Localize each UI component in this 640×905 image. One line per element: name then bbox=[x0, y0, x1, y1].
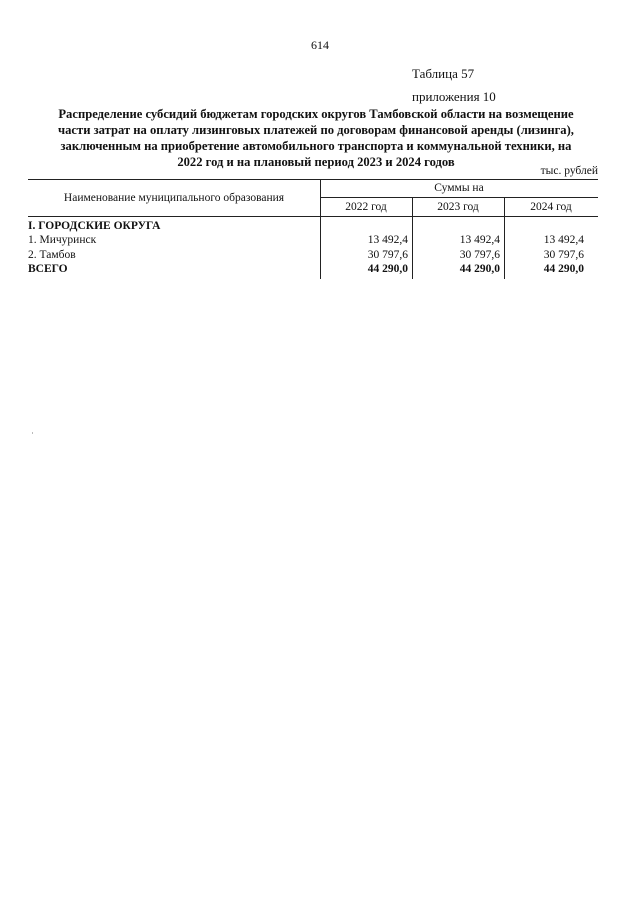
total-2023: 44 290,0 bbox=[459, 263, 500, 275]
value-2022: 13 492,4 bbox=[367, 234, 408, 246]
sums-header: Суммы на bbox=[434, 182, 484, 194]
sums-header-rule bbox=[320, 197, 598, 198]
value-2023: 13 492,4 bbox=[459, 234, 500, 246]
table-header-bottom-rule bbox=[28, 216, 598, 217]
title-line: заключенным на приобретение автомобильного транспорта и коммунальной техники, на bbox=[60, 139, 572, 153]
year-header-2024: 2024 год bbox=[530, 201, 572, 213]
name-column-header: Наименование муниципального образования bbox=[63, 192, 285, 204]
title-line: Распределение субсидий бюджетам городских округов Тамбовской области на возмещение bbox=[58, 107, 574, 121]
section-label: I. ГОРОДСКИЕ ОКРУГА bbox=[28, 220, 161, 232]
municipality-name: 2. Тамбов bbox=[28, 249, 76, 261]
total-row bbox=[28, 263, 598, 277]
appendix-reference: приложения 10 bbox=[412, 89, 496, 104]
value-2024: 13 492,4 bbox=[543, 234, 584, 246]
total-2024: 44 290,0 bbox=[543, 263, 584, 275]
scan-speck bbox=[32, 432, 33, 434]
page-number: 614 bbox=[311, 38, 329, 52]
total-label: ВСЕГО bbox=[28, 263, 68, 275]
document-title bbox=[28, 106, 604, 170]
total-2022: 44 290,0 bbox=[367, 263, 408, 275]
value-2022: 30 797,6 bbox=[367, 249, 408, 261]
title-line: 2022 год и на плановый период 2023 и 2024 годов bbox=[177, 155, 455, 169]
title-line: части затрат на оплату лизинговых платежей по договорам финансовой аренды (лизинга), bbox=[58, 123, 574, 137]
municipality-name: 1. Мичуринск bbox=[28, 234, 97, 246]
units-label: тыс. рублей bbox=[540, 165, 598, 177]
table-top-rule bbox=[28, 179, 598, 180]
table-reference: Таблица 57 bbox=[412, 66, 475, 81]
table-row bbox=[28, 234, 598, 248]
table-row bbox=[28, 249, 598, 263]
value-2024: 30 797,6 bbox=[543, 249, 584, 261]
year-header-2023: 2023 год bbox=[437, 201, 479, 213]
value-2023: 30 797,6 bbox=[459, 249, 500, 261]
year-header-2022: 2022 год bbox=[345, 201, 387, 213]
section-row bbox=[28, 220, 598, 234]
